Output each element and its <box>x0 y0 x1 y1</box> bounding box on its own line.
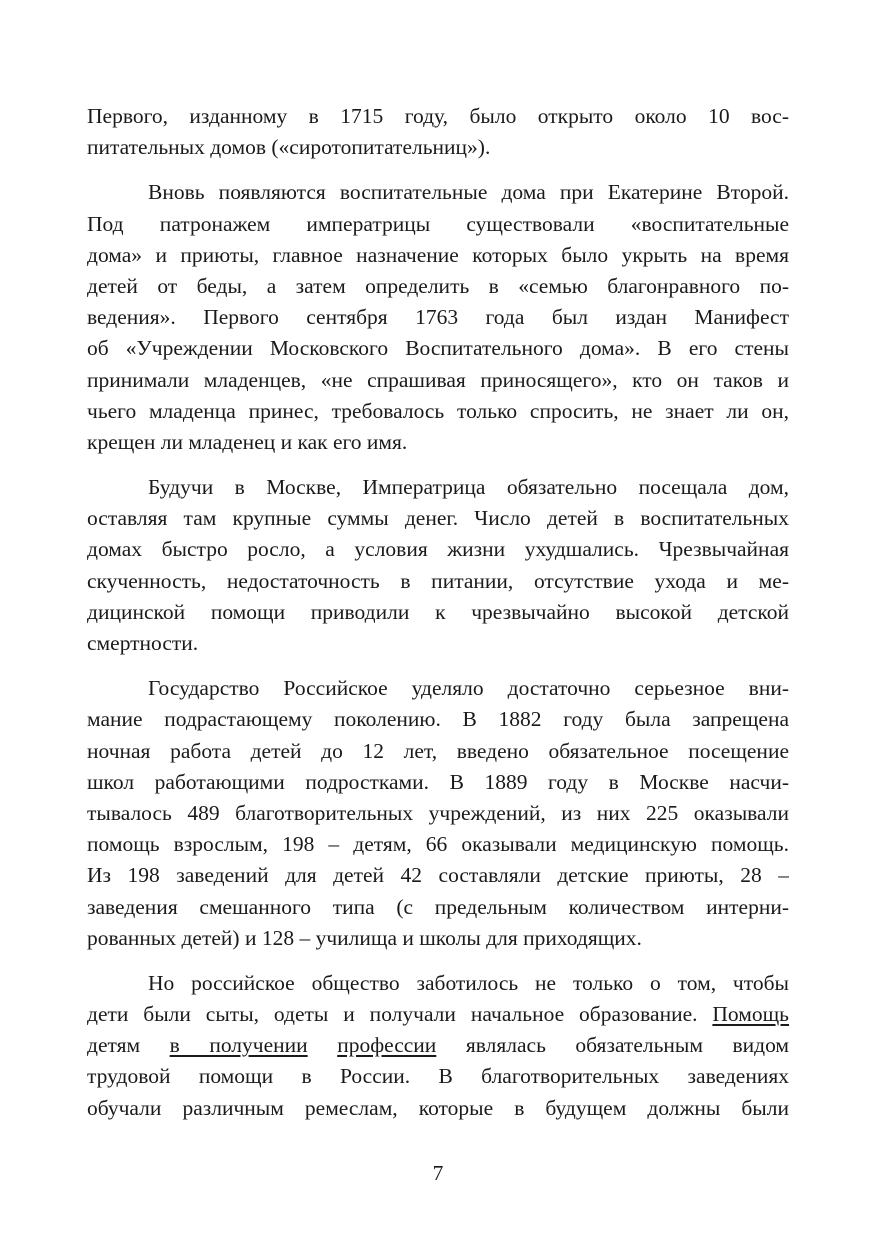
text-line: Государство Российское уделяло достаточно серьезное вни- <box>148 676 789 701</box>
paragraph-2 <box>87 177 789 458</box>
text-line: помощь взрослым, 198 – детям, 66 оказывали медицинскую помощь. <box>87 832 789 857</box>
text-line: Вновь появляются воспитательные дома при Екатерине Второй. <box>148 180 789 205</box>
text-line: скученность, недостаточность в питании, отсутствие ухода и ме- <box>87 568 789 593</box>
text-line: Из 198 заведений для детей 42 составляли детские приюты, 28 – <box>87 863 789 888</box>
text-line: Будучи в Москве, Императрица обязательно посещала дом, <box>148 475 789 500</box>
text-line <box>87 1030 789 1061</box>
text-line: дицинской помощи приводили к чрезвычайно высокой детской <box>87 599 789 624</box>
text-line: трудовой помощи в России. В благотворительных заведениях <box>87 1064 789 1089</box>
text-line: оставляя там крупные суммы денег. Число детей в воспитательных <box>87 506 789 531</box>
text-line: крещен ли младенец и как его имя. <box>87 429 408 454</box>
text-line: Первого, изданному в 1715 году, было открыто около 10 вос- <box>87 104 789 128</box>
text-line: детей от беды, а затем определить в «семью благонравного по- <box>87 273 789 298</box>
text-line: принимали младенцев, «не спрашивая приносящего», кто он таков и <box>87 367 789 392</box>
text-line: Под патронажем императрицы существовали «воспитательные <box>87 211 789 236</box>
text-line: обучали различным ремеслам, которые в будущем должны были <box>87 1095 789 1120</box>
paragraph-1 <box>87 101 789 163</box>
underlined-text: профессии <box>337 1033 437 1058</box>
text-segment: детям <box>87 1033 141 1058</box>
underlined-text: в получении <box>169 1033 308 1058</box>
text-line <box>87 999 789 1030</box>
text-line: смертности. <box>87 631 199 655</box>
text-line: домах быстро росло, а условия жизни ухудшались. Чрезвычайная <box>87 537 789 562</box>
document-page <box>87 101 789 1124</box>
text-line: питательных домов («сиротопитательниц»). <box>87 135 491 160</box>
text-line: Но российское общество заботилось не только о том, чтобы <box>148 970 789 995</box>
paragraph-4 <box>87 673 789 954</box>
text-line: чьего младенца принес, требовалось только спросить, не знает ли он, <box>87 398 789 423</box>
text-line: тывалось 489 благотворительных учреждений, из них 225 оказывали <box>87 800 789 825</box>
paragraph-5 <box>87 968 789 1124</box>
page-number: 7 <box>432 1161 444 1185</box>
text-line: заведения смешанного типа (с предельным количеством интерни- <box>87 894 789 919</box>
text-line: дома» и приюты, главное назначение которых было укрыть на время <box>87 242 789 267</box>
text-segment: являлась обязательным видом <box>465 1033 789 1058</box>
text-line: мание подрастающему поколению. В 1882 году была запрещена <box>87 707 789 732</box>
text-segment: дети были сыты, одеты и получали начальное образование. <box>87 1002 713 1027</box>
text-line: ведения». Первого сентября 1763 года был издан Манифест <box>87 305 789 330</box>
text-line: школ работающими подростками. В 1889 году в Москве насчи- <box>87 769 789 794</box>
underlined-text: Помощь <box>712 1002 789 1027</box>
text-line: ночная работа детей до 12 лет, введено обязательное посещение <box>87 738 789 763</box>
paragraph-3 <box>87 472 789 659</box>
text-line: об «Учреждении Московского Воспитательного дома». В его стены <box>87 336 789 361</box>
text-line: рованных детей) и 128 – училища и школы для приходящих. <box>87 925 642 950</box>
